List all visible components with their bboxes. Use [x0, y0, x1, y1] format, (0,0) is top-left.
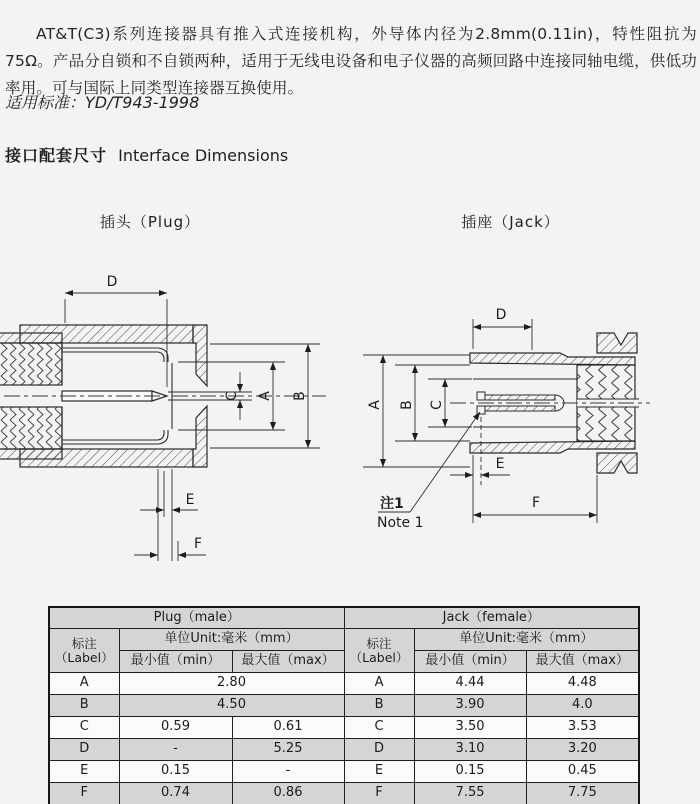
row-d-jack-min: 3.10 [414, 739, 526, 761]
row-a-label-jack: A [344, 673, 414, 695]
row-e-label: E [49, 761, 119, 783]
jack-clamp-top [597, 333, 637, 353]
table-row-a [49, 673, 639, 695]
row-a-jack-min: 4.44 [414, 673, 526, 695]
row-c-plug-max: 0.61 [232, 717, 344, 739]
jack-tube-top [470, 353, 635, 365]
row-a-jack-max: 4.48 [526, 673, 639, 695]
plug-label-en: （Label） [54, 649, 114, 665]
row-e-jack-max: 0.45 [526, 761, 639, 783]
jack-min-header: 最小值（min） [414, 651, 526, 673]
jack-label-zh: 标注 [366, 635, 392, 651]
row-d-plug-min: - [119, 739, 232, 761]
plug-unit-header: 单位Unit:毫米（mm） [119, 629, 344, 651]
row-c-jack-max: 3.53 [526, 717, 639, 739]
jack-dim-b-label: B [399, 400, 415, 410]
plug-dim-d-label: D [106, 274, 118, 290]
jack-dim-e-label: E [495, 456, 505, 472]
row-b-jack-max: 4.0 [526, 695, 639, 717]
row-f-plug-max: 0.86 [232, 783, 344, 804]
jack-group-header: Jack（female） [344, 607, 639, 629]
shell-bottom-wall [20, 449, 193, 467]
row-b-jack-min: 3.90 [414, 695, 526, 717]
plug-dim-e-label: E [185, 492, 195, 508]
row-a-plug-value: 2.80 [119, 673, 344, 695]
table-row-d [49, 739, 639, 761]
plug-dim-b-label: B [292, 391, 308, 401]
plug-drawing [0, 255, 345, 590]
row-d-jack-max: 3.20 [526, 739, 639, 761]
jack-dim-a-label: A [367, 400, 383, 410]
section-title [5, 143, 288, 166]
row-f-jack-max: 7.75 [526, 783, 639, 804]
shell-right-wall-bottom [193, 406, 207, 467]
row-a-label: A [49, 673, 119, 695]
jack-figure-title: 插座（Jack） [461, 213, 560, 231]
jack-label-header [344, 629, 414, 673]
jack-dimensions [363, 319, 597, 523]
cable-braid-bottom [0, 407, 62, 449]
jack-drawing [350, 253, 700, 590]
plug-label-header [49, 629, 119, 673]
row-b-label: B [49, 695, 119, 717]
row-c-label: C [49, 717, 119, 739]
row-e-plug-max: - [232, 761, 344, 783]
jack-unit-header: 单位Unit:毫米（mm） [414, 629, 639, 651]
section-title-zh: 接口配套尺寸 [5, 146, 108, 165]
jack-tube-bottom [470, 441, 635, 453]
plug-dim-f-label: F [193, 536, 203, 552]
jack-max-header: 最大值（max） [526, 651, 639, 673]
row-f-label-jack: F [344, 783, 414, 804]
row-c-plug-min: 0.59 [119, 717, 232, 739]
plug-figure-title: 插头（Plug） [99, 213, 201, 231]
table-row-b [49, 695, 639, 717]
section-title-en: Interface Dimensions [118, 146, 289, 165]
plug-label-zh: 标注 [71, 635, 97, 651]
cable-braid-top [0, 343, 62, 385]
plug-max-header: 最大值（max） [232, 651, 344, 673]
row-f-label: F [49, 783, 119, 804]
plug-dim-c-label: C [224, 391, 240, 401]
jack-note-en: Note 1 [377, 515, 424, 531]
row-f-jack-min: 7.55 [414, 783, 526, 804]
row-d-label: D [49, 739, 119, 761]
row-f-plug-min: 0.74 [119, 783, 232, 804]
table-row-f [49, 783, 639, 804]
intro-paragraph: AT&T(C3)系列连接器具有推入式连接机构，外导体内径为2.8mm(0.11in)，特性阻抗为75Ω。产品分自锁和不自锁两种，适用于无线电设备和电子仪器的高频回路中连接同轴电缆，供低功率用。可与国际上同类型连接器互换使用。 [5, 24, 697, 97]
row-e-plug-min: 0.15 [119, 761, 232, 783]
row-b-label-jack: B [344, 695, 414, 717]
jack-dim-f-label: F [531, 495, 541, 511]
plug-min-header: 最小值（min） [119, 651, 232, 673]
shell-right-wall-top [193, 325, 207, 386]
row-e-label-jack: E [344, 761, 414, 783]
jack-label-en: （Label） [349, 649, 409, 665]
row-d-plug-max: 5.25 [232, 739, 344, 761]
jack-clamp-bottom [597, 453, 637, 473]
row-d-label-jack: D [344, 739, 414, 761]
table-row-c [49, 717, 639, 739]
row-c-label-jack: C [344, 717, 414, 739]
plug-group-header: Plug（male） [49, 607, 344, 629]
standard-line: 适用标准：YD/T943-1998 [5, 93, 200, 112]
dimension-table [48, 606, 640, 804]
jack-dim-c-label: C [429, 400, 445, 410]
row-b-plug-value: 4.50 [119, 695, 344, 717]
jack-dim-d-label: D [495, 307, 507, 323]
table-group-header-row [49, 607, 639, 629]
row-e-jack-min: 0.15 [414, 761, 526, 783]
row-c-jack-min: 3.50 [414, 717, 526, 739]
table-unit-header-row [49, 629, 639, 651]
table-row-e [49, 761, 639, 783]
jack-note-zh: 注1 [380, 496, 404, 512]
plug-dim-a-label: A [257, 391, 273, 401]
